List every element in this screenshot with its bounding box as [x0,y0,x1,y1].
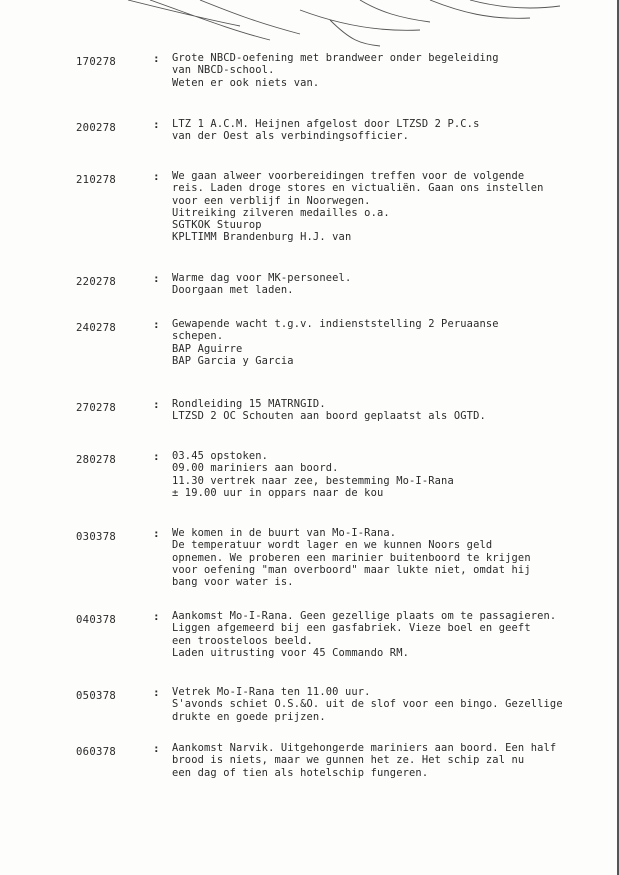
entry-date: 210278 [76,174,117,186]
entry-line: ± 19.00 uur in oppars naar de kou [172,486,384,499]
entry-line: We gaan alweer voorbereidingen treffen voor de volgende [172,170,525,182]
entry-line: 11.30 vertrek naar zee, bestemming Mo-I-Rana [172,474,454,487]
entry-line: Warme dag voor MK-personeel. [172,272,352,284]
entry-line: S'avonds schiet O.S.&O. uit de slof voor een bingo. Gezellige [172,698,563,711]
entry-line: schepen. [172,330,224,343]
entry-line: SGTKOK Stuurop [172,219,262,232]
entry-line: Liggen afgemeerd bij een gasfabriek. Vieze boel en geeft [172,622,531,635]
entry-separator: : [153,742,160,755]
entry-line: LTZSD 2 OC Schouten aan boord geplaatst als OGTD. [172,410,486,423]
entry-separator: : [153,450,160,463]
entry-line: Gewapende wacht t.g.v. indienststelling 2 Peruaanse [172,318,499,330]
entry-date: 170278 [76,56,117,68]
entry-separator: : [153,398,160,411]
entry-line: van NBCD-school. [172,64,275,77]
entry-line: Vetrek Mo-I-Rana ten 11.00 uur. [172,686,371,698]
entry-line: De temperatuur wordt lager en we kunnen Noors geld [172,539,493,552]
entry-text [172,527,607,588]
entry-text [172,610,607,659]
entry-line: Uitreiking zilveren medailles o.a. [172,206,390,219]
entry-separator: : [153,118,160,131]
entry-text [172,450,607,499]
entry-date: 050378 [76,690,117,702]
entry-line: voor oefening "man overboord" maar lukte niet, omdat hij [172,563,531,576]
entry-text [172,686,607,723]
entry-separator: : [153,686,160,699]
entry-line: Aankomst Mo-I-Rana. Geen gezellige plaats om te passagieren. [172,610,557,622]
entry-separator: : [153,610,160,623]
entry-date: 040378 [76,614,117,626]
entry-line: We komen in de buurt van Mo-I-Rana. [172,527,397,539]
entry-line: opnemen. We proberen een marinier buitenboord te krijgen [172,551,531,564]
entry-text [172,398,607,423]
entry-date: 060378 [76,746,117,758]
entry-separator: : [153,170,160,183]
entry-line: drukte en goede prijzen. [172,710,326,723]
entry-line: 03.45 opstoken. [172,450,269,462]
entry-line: BAP Garcia y Garcia [172,354,294,367]
entry-text [172,742,607,779]
entry-line: Doorgaan met laden. [172,284,294,297]
entry-line: van der Oest als verbindingsofficier. [172,130,410,143]
entry-separator: : [153,318,160,331]
entry-line: brood is niets, maar we gunnen het ze. Het schip zal nu [172,754,525,767]
entry-line: reis. Laden droge stores en victualiën. Gaan ons instellen [172,182,544,195]
entry-line: bang voor water is. [172,576,294,589]
entry-line: KPLTIMM Brandenburg H.J. van [172,231,352,244]
entry-line: Weten er ook niets van. [172,76,320,89]
entry-separator: : [153,527,160,540]
entry-text [172,272,607,297]
entry-date: 200278 [76,122,117,134]
entry-line: een dag of tien als hotelschip fungeren. [172,766,429,779]
entry-line: Grote NBCD-oefening met brandweer onder begeleiding [172,52,499,64]
entry-line: een troosteloos beeld. [172,634,313,647]
entry-line: Aankomst Narvik. Uitgehongerde mariniers aan boord. Een half [172,742,557,754]
entry-line: Rondleiding 15 MATRNGID. [172,398,326,410]
entry-text [172,170,607,244]
torn-scribble-graphic [0,0,619,60]
entry-line: LTZ 1 A.C.M. Heijnen afgelost door LTZSD 2 P.C.s [172,118,480,130]
entry-text [172,118,607,143]
entry-date: 280278 [76,454,117,466]
entry-line: 09.00 mariniers aan boord. [172,462,339,475]
entry-separator: : [153,272,160,285]
entry-date: 220278 [76,276,117,288]
entry-line: voor een verblijf in Noorwegen. [172,194,371,207]
entry-line: Laden uitrusting voor 45 Commando RM. [172,646,410,659]
entry-date: 270278 [76,402,117,414]
entry-text [172,318,607,367]
entry-line: BAP Aguirre [172,342,243,355]
entry-text [172,52,607,89]
entry-date: 240278 [76,322,117,334]
entry-date: 030378 [76,531,117,543]
entry-separator: : [153,52,160,65]
